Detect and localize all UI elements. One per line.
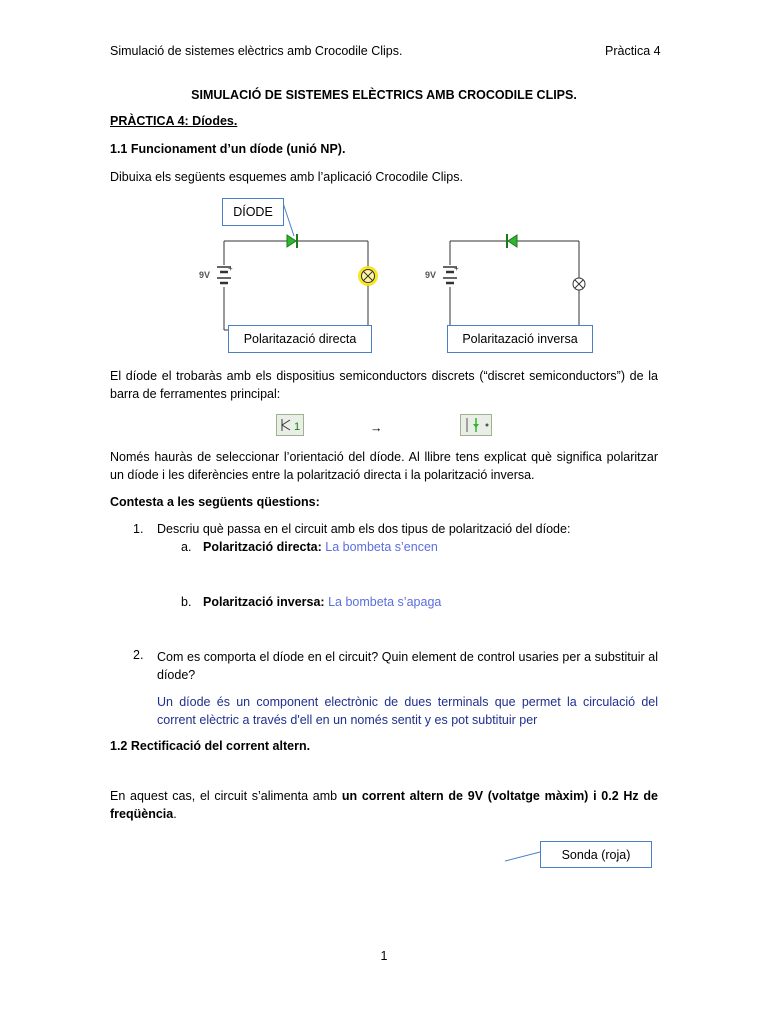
battery-left-plus: + — [228, 264, 233, 273]
diode-forward-icon — [287, 234, 297, 248]
paragraph-semiconductors: El díode el trobaràs amb els dispositius semiconductors discrets (“discret semiconductors”) de la barra de ferramentes principal: — [110, 369, 658, 401]
lamp-on-icon — [358, 266, 378, 286]
q1a-answer: La bombeta s’encen — [325, 540, 438, 554]
ac-text-bold: un corrent altern de 9V (voltatge màxim) i 0.2 Hz de freqüència — [110, 789, 658, 821]
paragraph-ac-current — [110, 787, 658, 823]
semiconductor-toolbar-icon — [276, 414, 304, 436]
section-2-heading: 1.2 Rectificació del corrent altern. — [110, 739, 311, 753]
section-1-heading: 1.1 Funcionament d’un díode (unió NP). — [110, 142, 346, 156]
practice-title: PRÀCTICA 4: Díodes. — [110, 114, 238, 128]
circuit-forward — [224, 241, 368, 330]
paragraph-orientation: Només hauràs de seleccionar l’orientació del díode. Al llibre tens explicat què significa polaritzar un díode i les diferències entre la polarització directa i la polarització inversa. — [110, 450, 658, 482]
battery-left-label: 9V — [199, 270, 211, 280]
ac-text-start: En aquest cas, el circuit s’alimenta amb — [110, 789, 342, 803]
diode-reverse-icon — [507, 234, 517, 248]
arrow-right-icon: → — [370, 421, 383, 435]
q1-text: Descriu què passa en el circuit amb els dos tipus de polarització del díode: — [157, 522, 571, 536]
q1-number: 1. — [133, 522, 144, 536]
q2-number: 2. — [133, 648, 144, 662]
battery-right-plus: + — [454, 264, 459, 273]
q2-text: Com es comporta el díode en el circuit? Quin element de control usaries per a substituir al díode? — [157, 650, 658, 682]
caption-reverse-box: Polaritazació inversa — [447, 325, 593, 353]
caption-forward-box: Polaritazació directa — [228, 325, 372, 353]
document-title: SIMULACIÓ DE SISTEMES ELÈCTRICS AMB CROCODILE CLIPS. — [191, 88, 577, 102]
q1b-label: Polarització inversa: — [203, 595, 325, 609]
q1b-letter: b. — [181, 595, 192, 609]
ac-text-end: . — [173, 807, 177, 821]
page-number: 1 — [380, 949, 388, 963]
q1b-line — [203, 595, 441, 609]
diode-label-box: DÍODE — [222, 198, 284, 226]
circuit-reverse — [450, 241, 579, 326]
probe-pointer-line — [505, 852, 540, 861]
header-left: Simulació de sistemes elèctrics amb Crocodile Clips. — [110, 44, 403, 58]
battery-right-label: 9V — [425, 270, 437, 280]
q1a-label: Polarització directa: — [203, 540, 322, 554]
lamp-off-icon — [573, 278, 585, 290]
q1b-answer: La bombeta s’apaga — [328, 595, 442, 609]
probe-label-box: Sonda (roja) — [540, 841, 652, 868]
section-1-intro: Dibuixa els següents esquemes amb l’aplicació Crocodile Clips. — [110, 170, 463, 184]
questions-heading: Contesta a les següents qüestions: — [110, 495, 320, 509]
header-right: Pràctica 4 — [605, 44, 661, 58]
q2-answer: Un díode és un component electrònic de dues terminals que permet la circulació del corrent elèctric a través d'ell en un només sentit y es pot subtituir per — [157, 695, 658, 727]
q1a-line — [203, 540, 438, 554]
diode-toolbar-icon — [460, 414, 492, 436]
q1a-letter: a. — [181, 540, 192, 554]
svg-text:1: 1 — [294, 421, 301, 433]
